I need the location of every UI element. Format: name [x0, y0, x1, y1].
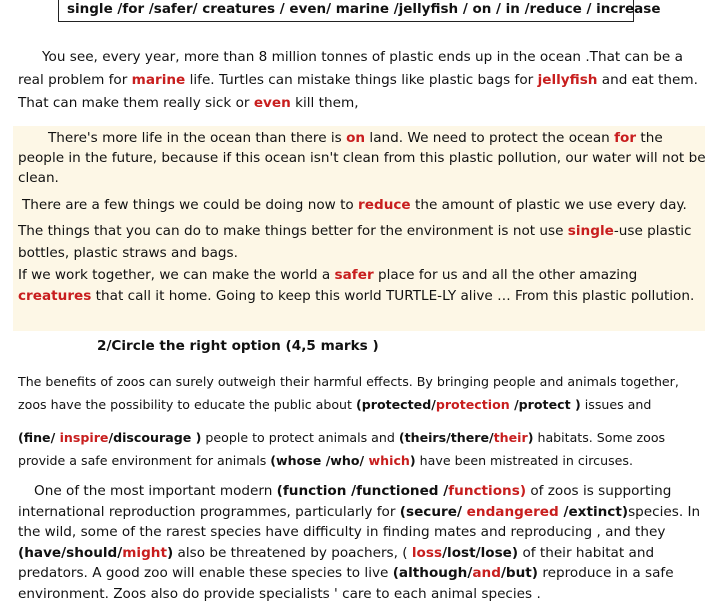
- paragraph-reduce: There are a few things we could be doing now to reduce the amount of plastic we use every day.: [22, 197, 687, 213]
- paragraph-work-together: If we work together, we can make the world a safer place for us and all the other amazing creatures that call it home. Going to keep this world TURTLE-LY alive … From this plastic pollution.: [18, 267, 695, 304]
- answer-word: which: [368, 453, 410, 468]
- answer-word: creatures: [18, 288, 92, 304]
- word-bank-box: [58, 0, 661, 22]
- exercise-heading: 2/Circle the right option (4,5 marks ): [97, 338, 379, 354]
- answer-word: on: [346, 130, 366, 146]
- paragraph-zoo-reproduction: One of the most important modern (function /functioned /functions) of zoos is supporting international reproduction programmes, particularly for (secure/ endangered /extinct)species. In the wild, some of the rarest species have difficulty in finding mates and reproducing , and they (have/should/might) also be threatened by poachers, ( loss/lost/lose) of their habitat and predators. A good zoo will enable these species to live (although/and/but) reproduce in a safe environment. Zoos also do provide specialists ' care to each animal species .: [18, 483, 701, 602]
- paragraph-single-use: The things that you can do to make things better for the environment is not use single-use plastic bottles, plastic straws and bags.: [18, 223, 692, 261]
- answer-word: reduce: [358, 197, 411, 213]
- answer-word: loss: [411, 544, 443, 561]
- answer-word: endangered: [466, 503, 559, 520]
- answer-word: might: [122, 544, 167, 561]
- answer-word: functions): [448, 483, 527, 499]
- answer-word: single: [567, 223, 614, 239]
- answer-word: their: [493, 430, 528, 445]
- paragraph-zoo-habitats: (fine/ inspire/discourage ) people to protect animals and (theirs/there/their) habitats. Some zoos provide a safe environment for animals (whose /who/ which) have been mistreated in circuses.: [18, 430, 666, 468]
- word-bank-text: single /for /safer/ creatures / even/ marine /jellyfish / on / in /reduce / increase: [67, 1, 661, 17]
- answer-word: marine: [131, 72, 186, 88]
- answer-word: and: [472, 565, 501, 581]
- answer-word: even: [253, 95, 291, 111]
- answer-word: jellyfish: [537, 72, 598, 88]
- answer-word: safer: [334, 267, 374, 283]
- paragraph-plastic-ocean: You see, every year, more than 8 million tonnes of plastic ends up in the ocean .That can be a real problem for marine life. Turtles can mistake things like plastic bags for jellyfish and eat them. That can make them really sick or even kill them,: [18, 49, 698, 111]
- answer-word: inspire: [59, 430, 109, 445]
- answer-word: for: [614, 130, 637, 146]
- paragraph-zoo-benefits: The benefits of zoos can surely outweigh their harmful effects. By bringing people and animals together, zoos have the possibility to educate the public about (protected/protection /protect ) issues and: [18, 374, 679, 412]
- paragraph-ocean-life: There's more life in the ocean than there is on land. We need to protect the ocean for the people in the future, because if this ocean isn't clean from this plastic pollution, our water will not be clean.: [18, 130, 706, 186]
- answer-word: protection: [435, 397, 510, 412]
